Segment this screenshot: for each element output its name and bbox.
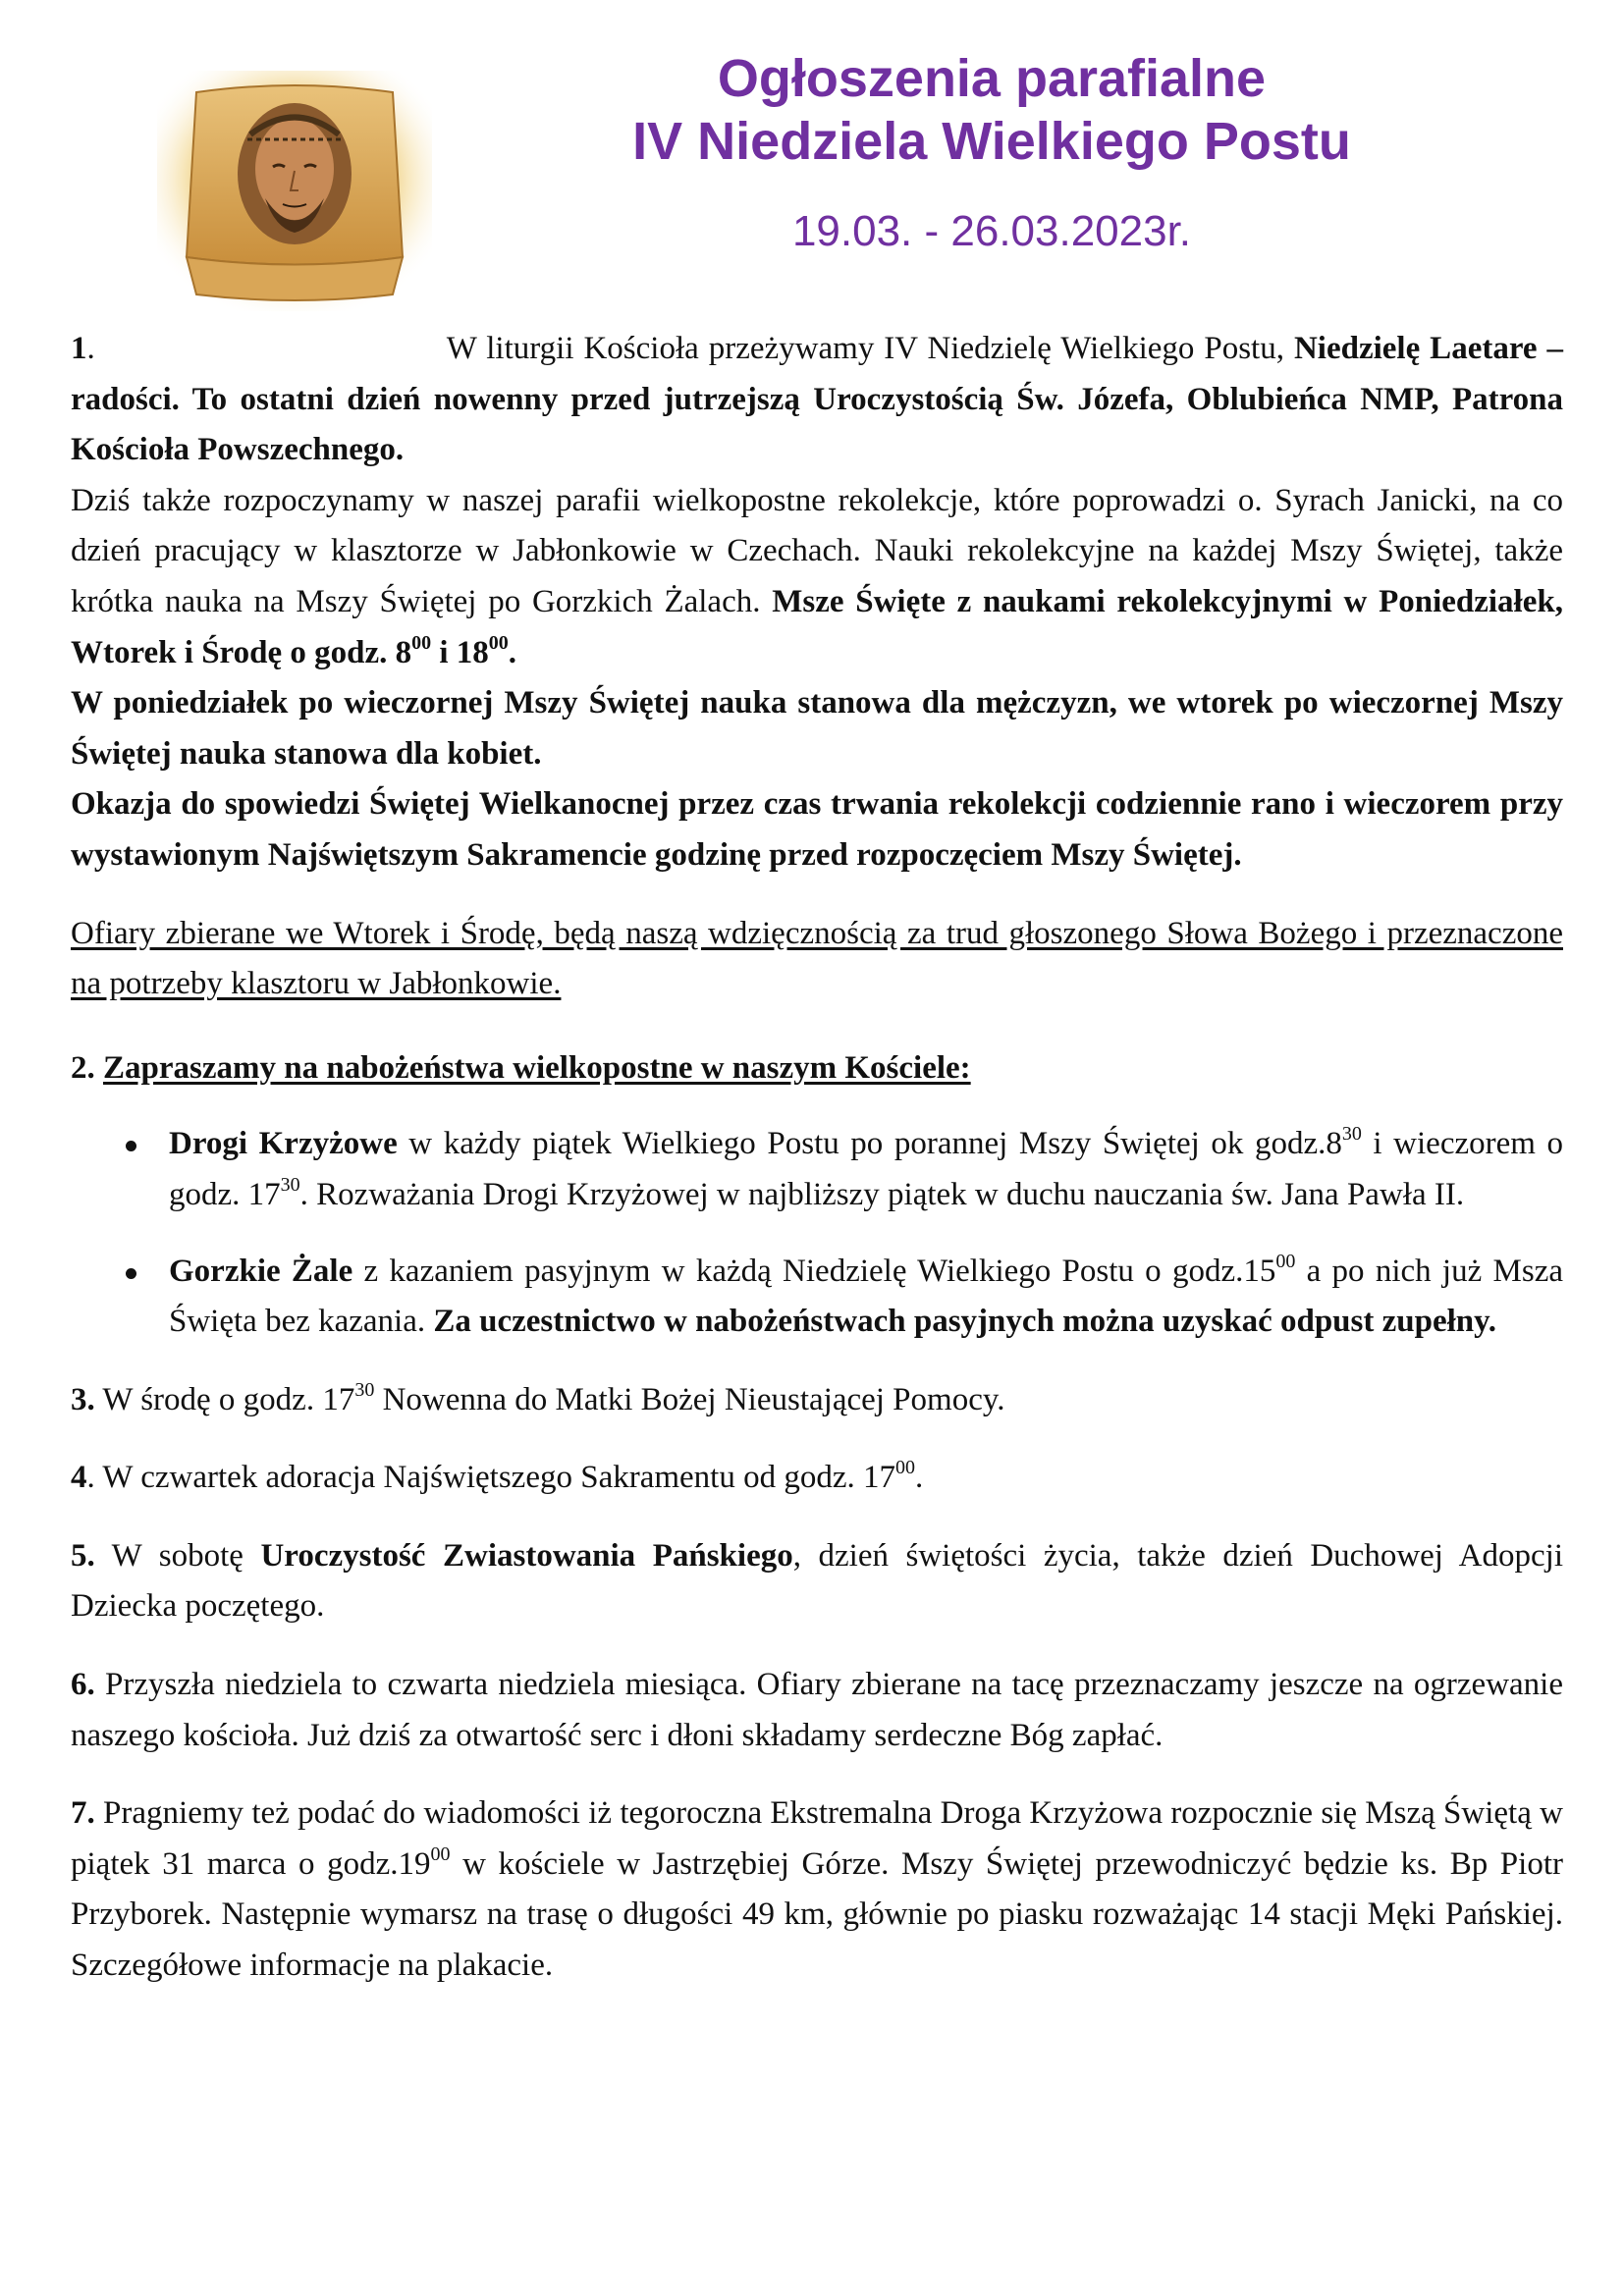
item-4: 4. W czwartek adoracja Najświętszego Sakramentu od godz. $17^{00}$. xyxy=(71,1457,924,1496)
announcements-body xyxy=(71,324,1563,1992)
item-5: 5. W sobotę Uroczystość Zwiastowania Pańskiego, dzień świętości życia, także dzień Duchowej Adopcji Dziecka poczętego. xyxy=(71,1537,1563,1625)
item-1-confession: Okazja do spowiedzi Świętej Wielkanocnej przez czas trwania rekolekcji codziennie rano i wieczorem przy wystawionym Najświętszym Sakramencie godzinę przed rozpoczęciem Mszy Świętej. xyxy=(71,786,1563,873)
item-2-heading: 2. Zapraszamy na nabożeństwa wielkopostne w naszym Kościele: xyxy=(71,1049,971,1086)
page-title: Ogłoszenia parafialne xyxy=(717,49,1267,108)
item-7: 7. Pragniemy też podać do wiadomości iż tegoroczna Ekstremalna Droga Krzyżowa rozpocznie się Mszą Świętą w piątek 31 marca o $godz.19^{00}$ w kościele w Jastrzębiej Górze. Mszy Świętej przewodniczyć będzie ks. Bp Piotr Przyborek. Następnie wymarsz na trasę o długości 49 km, głównie po piasku rozważając 14 stacji Męki Pańskiej. Szczegółowe informacje na plakacie. xyxy=(71,1795,1563,1984)
list-item-stations-of-cross: Drogi Krzyżowe w każdy piątek Wielkiego Postu po porannej Mszy Świętej ok $godz.8^{30}$ i wieczorem o godz. $17^{30}$. Rozważania Drogi Krzyżowej w najbliższy piątek w duchu nauczania św. Jana Pawła II. xyxy=(71,1119,1563,1220)
holy-face-veil-icon xyxy=(157,71,432,311)
item-3: 3. W środę o godz. $17^{30}$ Nowenna do Matki Bożej Nieustającej Pomocy. xyxy=(71,1378,1005,1417)
page-subtitle: IV Niedziela Wielkiego Postu xyxy=(632,112,1351,171)
date-range: 19.03. - 26.03.2023r. xyxy=(791,207,1192,255)
item-6: 6. Przyszła niedziela to czwarta niedziela miesiąca. Ofiary zbierane na tacę przeznaczamy jeszcze na ogrzewanie naszego kościoła. Już dziś za otwartość serc i dłoni składamy serdeczne Bóg zapłać. xyxy=(71,1667,1563,1753)
item-1-number: 1 xyxy=(71,331,87,366)
item-1-offerings: Ofiary zbierane we Wtorek i Środę, będą naszą wdzięcznością za trud głoszonego Słowa Bożego i przeznaczone na potrzeby klasztoru w Jabłonkowie. xyxy=(71,915,1563,1002)
item-1-intro: 1. W liturgii Kościoła przeżywamy IV Niedzielę Wielkiego Postu, Niedzielę Laetare – radości. To ostatni dzień nowenny przed jutrzejszą Uroczystością Św. Józefa, Oblubieńca NMP, Patrona Kościoła Powszechnego. xyxy=(71,331,1563,468)
item-1-talks: W poniedziałek po wieczornej Mszy Świętej nauka stanowa dla mężczyzn, we wtorek po wieczornej Mszy Świętej nauka stanowa dla kobiet. xyxy=(71,685,1563,772)
bullet-icon xyxy=(126,1141,136,1151)
item-1-retreat: Dziś także rozpoczynamy w naszej parafii wielkopostne rekolekcje, które poprowadzi o. Syrach Janicki, na co dzień pracujący w klasztorze w Jabłonkowie w Czechach. Nauki rekolekcyjne na każdej Mszy Świętej, także krótka nauka na Mszy Świętej po Gorzkich Żalach. Msze Święte z naukami rekolekcyjnymi w Poniedziałek, Wtorek i Środę o godz. $8^{00}$ i $18^{00}$. xyxy=(71,482,1563,670)
list-item-bitter-lamentations: Gorzkie Żale z kazaniem pasyjnym w każdą Niedzielę Wielkiego Postu o $godz.15^{00}$ a po nich już Msza Święta bez kazania. Za uczestnictwo w nabożeństwach pasyjnych można uzyskać odpust zupełny. xyxy=(71,1247,1563,1348)
bullet-icon xyxy=(126,1268,136,1279)
